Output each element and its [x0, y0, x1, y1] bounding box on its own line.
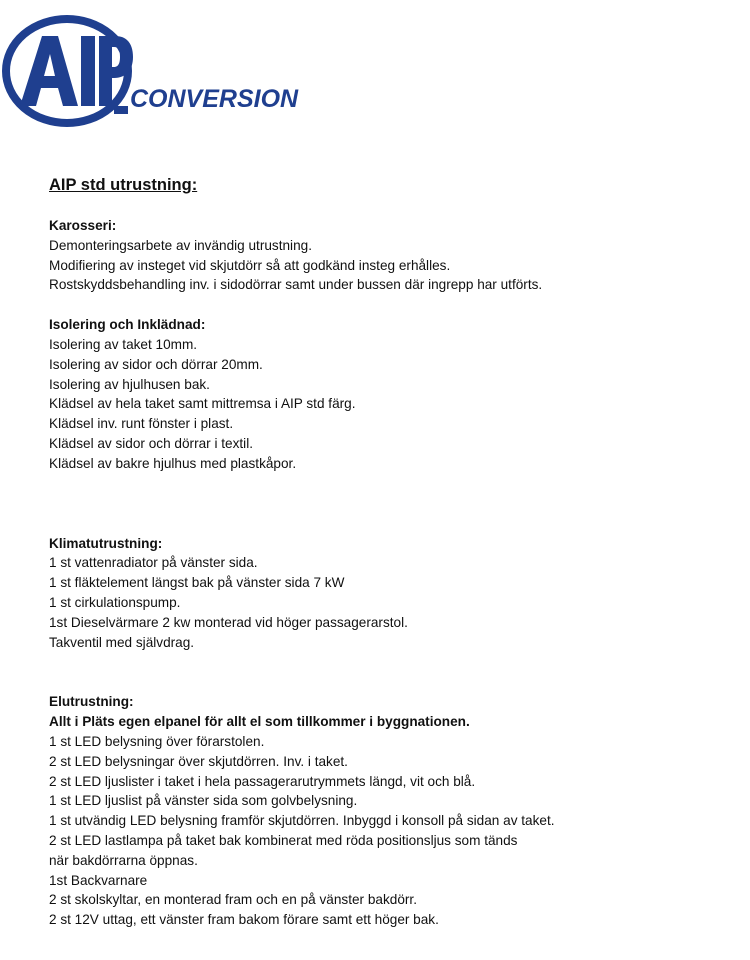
- list-item: Rostskyddsbehandling inv. i sidodörrar samt under bussen där ingrepp har utförts.: [49, 277, 543, 293]
- list-item: Modifiering av insteget vid skjutdörr så att godkänd insteg erhålles.: [49, 257, 451, 273]
- list-item: 1 st LED belysning över förarstolen.: [49, 733, 265, 749]
- section-heading: Isolering och Inklädnad:: [49, 317, 206, 333]
- list-item: när bakdörrarna öppnas.: [49, 852, 198, 868]
- list-item: 2 st LED belysningar över skjutdörren. Inv. i taket.: [49, 753, 348, 769]
- aip-conversion-logo: [2, 14, 342, 129]
- list-item: Demonteringsarbete av invändig utrustning.: [49, 237, 312, 253]
- list-item: 1 st vattenradiator på vänster sida.: [49, 555, 258, 571]
- logo-wordmark: CONVERSION: [130, 85, 299, 113]
- list-item: 1 st utvändig LED belysning framför skjutdörren. Inbyggd i konsoll på sidan av taket.: [49, 813, 555, 829]
- list-item: Takventil med självdrag.: [49, 634, 195, 650]
- section-heading: Klimatutrustning:: [49, 535, 163, 551]
- list-item: 2 st 12V uttag, ett vänster fram bakom förare samt ett höger bak.: [49, 912, 439, 928]
- section-subheading: Allt i Pläts egen elpanel för allt el som tillkommer i byggnationen.: [49, 714, 470, 730]
- section-isolering: [49, 315, 729, 473]
- list-item: Klädsel av hela taket samt mittremsa i AIP std färg.: [49, 396, 356, 412]
- document-title: AIP std utrustning:: [49, 176, 198, 194]
- list-item: 1 st fläktelement längst bak på vänster sida 7 kW: [49, 575, 345, 591]
- section-elutrustning: [49, 692, 729, 930]
- document-body: [49, 174, 729, 930]
- list-item: 2 st LED lastlampa på taket bak kombinerat med röda positionsljus som tänds: [49, 832, 518, 848]
- list-item: Klädsel av sidor och dörrar i textil.: [49, 435, 253, 451]
- list-item: 2 st skolskyltar, en monterad fram och en på vänster bakdörr.: [49, 892, 417, 908]
- section-klimatutrustning: [49, 534, 729, 653]
- section-heading: Elutrustning:: [49, 694, 134, 710]
- list-item: 1st Backvarnare: [49, 872, 148, 888]
- section-karosseri: [49, 216, 729, 295]
- list-item: Isolering av hjulhusen bak.: [49, 376, 210, 392]
- list-item: Isolering av taket 10mm.: [49, 336, 198, 352]
- section-heading: Karosseri:: [49, 218, 117, 233]
- list-item: 2 st LED ljuslister i taket i hela passagerarutrymmets längd, vit och blå.: [49, 773, 476, 789]
- list-item: Isolering av sidor och dörrar 20mm.: [49, 356, 263, 372]
- list-item: Klädsel av bakre hjulhus med plastkåpor.: [49, 455, 297, 471]
- list-item: Klädsel inv. runt fönster i plast.: [49, 416, 234, 432]
- list-item: 1st Dieselvärmare 2 kw monterad vid höger passagerarstol.: [49, 614, 408, 630]
- logo-graphic: [2, 14, 342, 129]
- list-item: 1 st LED ljuslist på vänster sida som golvbelysning.: [49, 793, 358, 809]
- list-item: 1 st cirkulationspump.: [49, 594, 181, 610]
